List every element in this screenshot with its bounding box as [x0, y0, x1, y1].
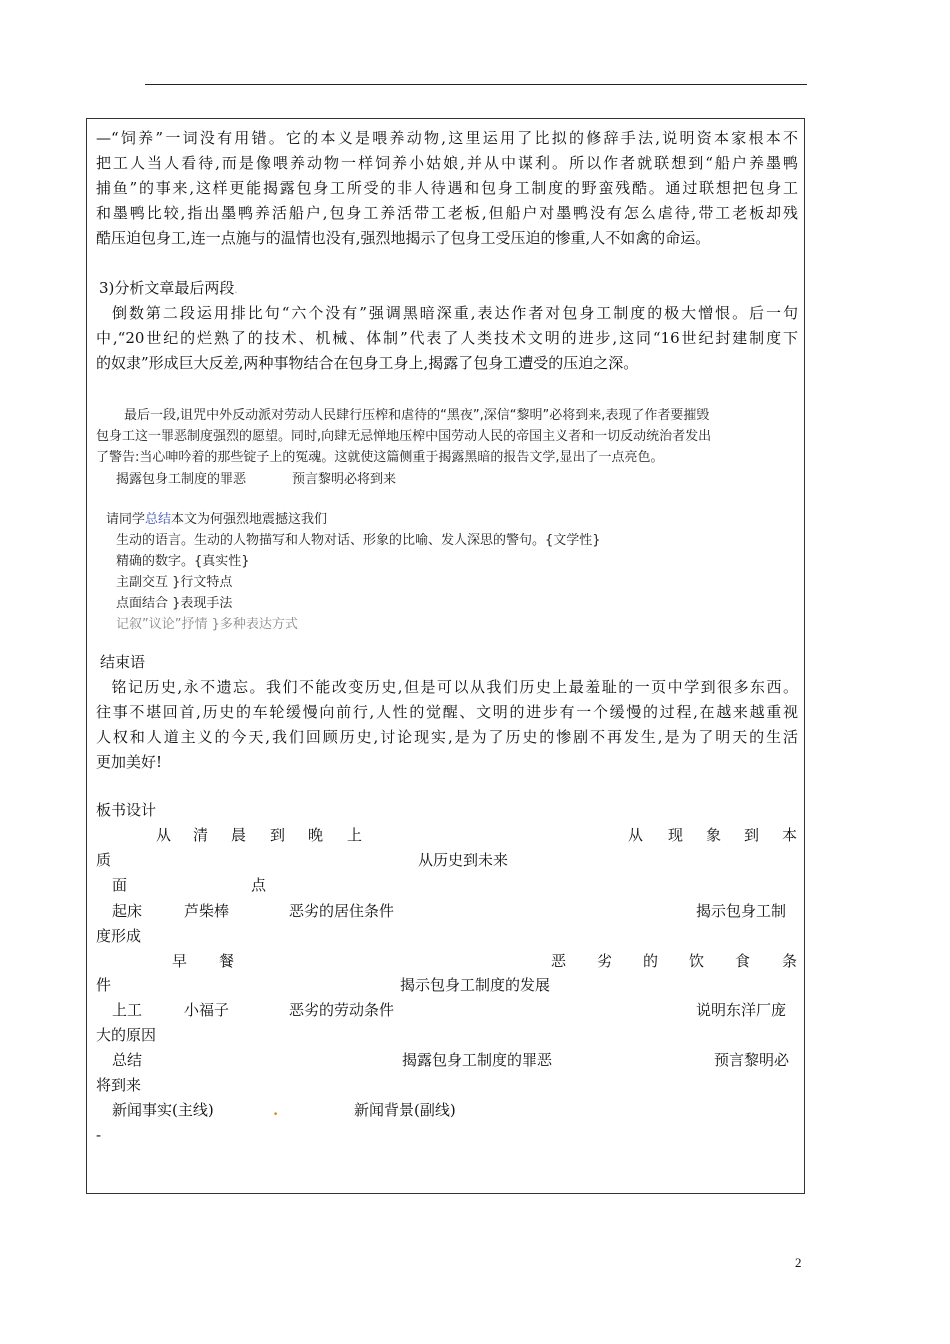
board-line-13: [96, 1123, 798, 1148]
scan-line-1: 最后一段,诅咒中外反动派对劳动人民肆行压榨和虐待的“黑夜”,深信“黎明”必将到来,表现了作者要摧毁: [124, 408, 710, 423]
para1-line-3: 捕鱼”的事来,这样更能揭露包身工所受的非人待遇和包身工制度的野蛮残酷。通过联想把包身工: [96, 179, 798, 197]
header-rule: [145, 84, 807, 85]
board-text: 恶劣的居住条件: [289, 902, 395, 920]
scan-line-3: 了警告:当心呻吟着的那些锭子上的冤魂。这就使这篇侧重于揭露黑暗的报告文学,显出了一点亮色。: [96, 450, 664, 465]
scan-summary-left: 揭露包身工制度的罪恶: [116, 472, 247, 487]
board-char: 食: [735, 952, 751, 970]
board-char: 晚: [308, 826, 324, 844]
ending-line-2: 往事不堪回首,历史的车轮缓慢向前行,人性的觉醒、文明的进步有一个缓慢的过程,在越来越重视: [96, 703, 798, 721]
summary-prompt: 请同学总结本文为何强烈地震撼这我们: [106, 512, 328, 527]
board-text: 总结: [112, 1051, 143, 1069]
board-text: 将到来: [96, 1076, 142, 1094]
board-char: 条: [782, 952, 798, 970]
board-text: 揭露包身工制度的罪恶: [402, 1051, 553, 1069]
section3-line-2: 中,“20世纪的烂熟了的技术、机械、体制”代表了人类技术文明的进步,这同“16世纪封建制度下: [96, 329, 798, 347]
board-text: 揭示包身工制度的发展: [400, 976, 551, 994]
board-char: 象: [706, 826, 722, 844]
board-dot: .: [273, 1101, 279, 1119]
ending-line-4: 更加美好!: [96, 753, 163, 771]
board-text: 上工: [112, 1001, 143, 1019]
board-char: 本: [782, 826, 798, 844]
board-char: 清: [193, 826, 209, 844]
board-text: 度形成: [96, 927, 142, 945]
para1-line-1: —“饲养”一词没有用错。它的本义是喂养动物,这里运用了比拟的修辞手法,说明资本家根本不: [96, 129, 798, 147]
ending-line-1: 铭记历史,永不遗忘。我们不能改变历史,但是可以从我们历史上最羞耻的一页中学到很多东西。: [110, 678, 798, 696]
board-text: 新闻事实(主线): [112, 1101, 214, 1119]
page-number: 2: [795, 1255, 802, 1270]
board-line-11: [96, 1073, 798, 1098]
board-line-8: [96, 998, 798, 1023]
section3-line-1: 倒数第二段运用排比句“六个没有”强调黑暗深重,表达作者对包身工制度的极大憎恨。后一句: [110, 304, 798, 322]
summary-item-4: 点面结合 }表现手法: [116, 596, 233, 611]
board-text: -: [96, 1126, 102, 1144]
board-char: 恶: [551, 952, 567, 970]
board-line-5: [96, 924, 798, 949]
summary-link[interactable]: 总结: [145, 512, 172, 527]
scan-summary-right: 预言黎明必将到来: [292, 472, 397, 487]
scan-line-2: 包身工这一罪恶制度强烈的愿望。同时,向肆无忌惮地压榨中国劳动人民的帝国主义者和一切反动统治者发出: [96, 429, 712, 444]
board-line-6: [96, 949, 798, 974]
board-text: 新闻背景(副线): [354, 1101, 456, 1119]
board-text: 预言黎明必: [714, 1051, 790, 1069]
board-char: 到: [270, 826, 286, 844]
board-text: 质: [96, 851, 112, 869]
board-text: 大的原因: [96, 1026, 157, 1044]
board-text: 芦柴棒: [184, 902, 230, 920]
board-text: 揭示包身工制: [696, 902, 787, 920]
board-text: 小福子: [184, 1001, 230, 1019]
board-heading: 板书设计: [96, 801, 157, 819]
board-line-10: [96, 1048, 798, 1073]
board-char: 从: [628, 826, 644, 844]
board-line-3: [96, 873, 798, 898]
board-char: 现: [668, 826, 684, 844]
board-line-7: [96, 973, 798, 998]
board-line-12: [96, 1098, 798, 1123]
board-char: 劣: [597, 952, 613, 970]
board-char: 饮: [689, 952, 705, 970]
board-char: 到: [744, 826, 760, 844]
board-char: 从: [156, 826, 172, 844]
board-line-2: [96, 848, 798, 873]
board-text: 点: [251, 876, 267, 894]
para1-line-5: 酷压迫包身工,连一点施与的温情也没有,强烈地揭示了包身工受压迫的惨重,人不如禽的命运。: [96, 229, 711, 247]
para1-line-4: 和墨鸭比较,指出墨鸭养活船户,包身工养活带工老板,但船户对墨鸭没有怎么虐待,带工老板却残: [96, 204, 798, 222]
section3-line-3: 的奴隶”形成巨大反差,两种事物结合在包身工身上,揭露了包身工遭受的压迫之深。: [96, 354, 639, 372]
summary-item-5: 记叙”议论”抒情 }多种表达方式: [116, 617, 298, 632]
board-text: 从历史到未来: [418, 851, 509, 869]
board-text: 起床: [112, 902, 143, 920]
board-line-9: [96, 1023, 798, 1048]
board-line-1: [96, 823, 798, 848]
board-char: 上: [347, 826, 363, 844]
summary-item-1: 生动的语言。生动的人物描写和人物对话、形象的比喻、发人深思的警句。{文学性}: [116, 533, 601, 548]
scan-summary-row: [96, 467, 798, 492]
board-text: 恶劣的劳动条件: [289, 1001, 395, 1019]
board-line-4: [96, 899, 798, 924]
ending-heading: 结束语: [100, 653, 146, 671]
summary-item-3: 主副交互 }行文特点: [116, 575, 233, 590]
ending-line-3: 人权和人道主义的今天,我们回顾历史,讨论现实,是为了历史的惨剧不再发生,是为了明天的生活: [96, 728, 798, 746]
summary-item-2: 精确的数字。{真实性}: [116, 554, 250, 569]
board-text: 面: [112, 876, 128, 894]
board-text: 件: [96, 976, 112, 994]
board-text: 说明东洋厂庞: [696, 1001, 787, 1019]
para1-line-2: 把工人当人看待,而是像喂养动物一样饲养小姑娘,并从中谋利。所以作者就联想到“船户养墨鸭: [96, 154, 798, 172]
board-char: 晨: [231, 826, 247, 844]
board-char: 的: [643, 952, 659, 970]
section3-heading: 3)分析文章最后两段.: [99, 279, 238, 297]
board-char: 早: [172, 952, 188, 970]
board-char: 餐: [219, 952, 235, 970]
